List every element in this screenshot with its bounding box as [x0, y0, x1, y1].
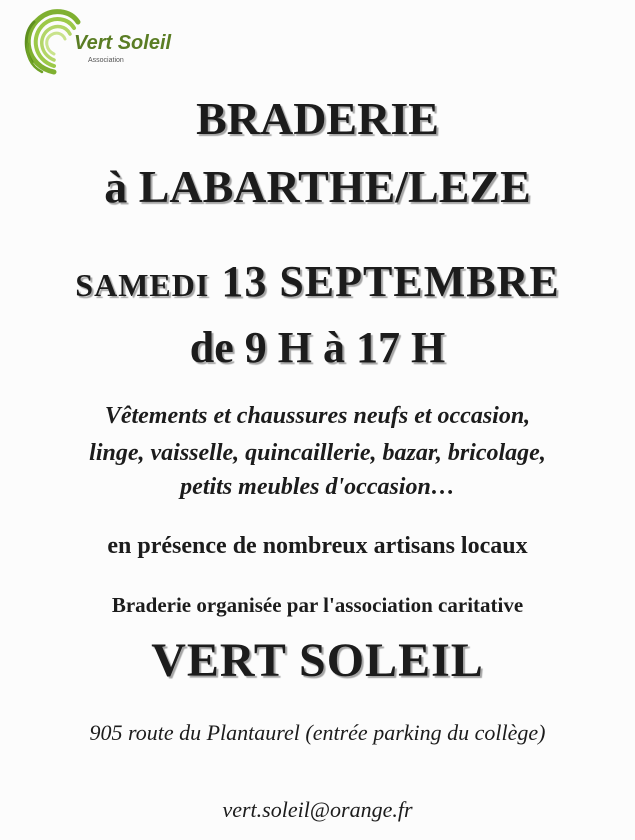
items-line-1: Vêtements et chaussures neufs et occasion,	[104, 403, 531, 429]
event-day-month: 13 SEPTEMBRE	[221, 257, 560, 306]
logo-name: Vert Soleil	[74, 32, 172, 54]
organizer-note: Braderie organisée par l'association caritative	[111, 593, 524, 617]
contact-email[interactable]: vert.soleil@orange.fr	[222, 797, 413, 822]
items-line-2: linge, vaisselle, quincaillerie, bazar, bricolage,	[89, 440, 546, 466]
event-address: 905 route du Plantaurel (entrée parking du collège)	[89, 720, 546, 745]
poster-location: à LABARTHE/LEZE	[104, 161, 531, 212]
organizer-name: VERT SOLEIL	[151, 634, 484, 687]
event-date	[0, 256, 635, 307]
logo-subtitle: Association	[88, 57, 124, 64]
event-hours: de 9 H à 17 H	[189, 323, 446, 372]
event-day: SAMEDI	[75, 267, 210, 303]
items-line-3: petits meubles d'occasion…	[180, 474, 455, 500]
artisans-note: en présence de nombreux artisans locaux	[107, 533, 528, 559]
association-logo	[18, 4, 178, 78]
poster-title: BRADERIE	[196, 93, 439, 144]
